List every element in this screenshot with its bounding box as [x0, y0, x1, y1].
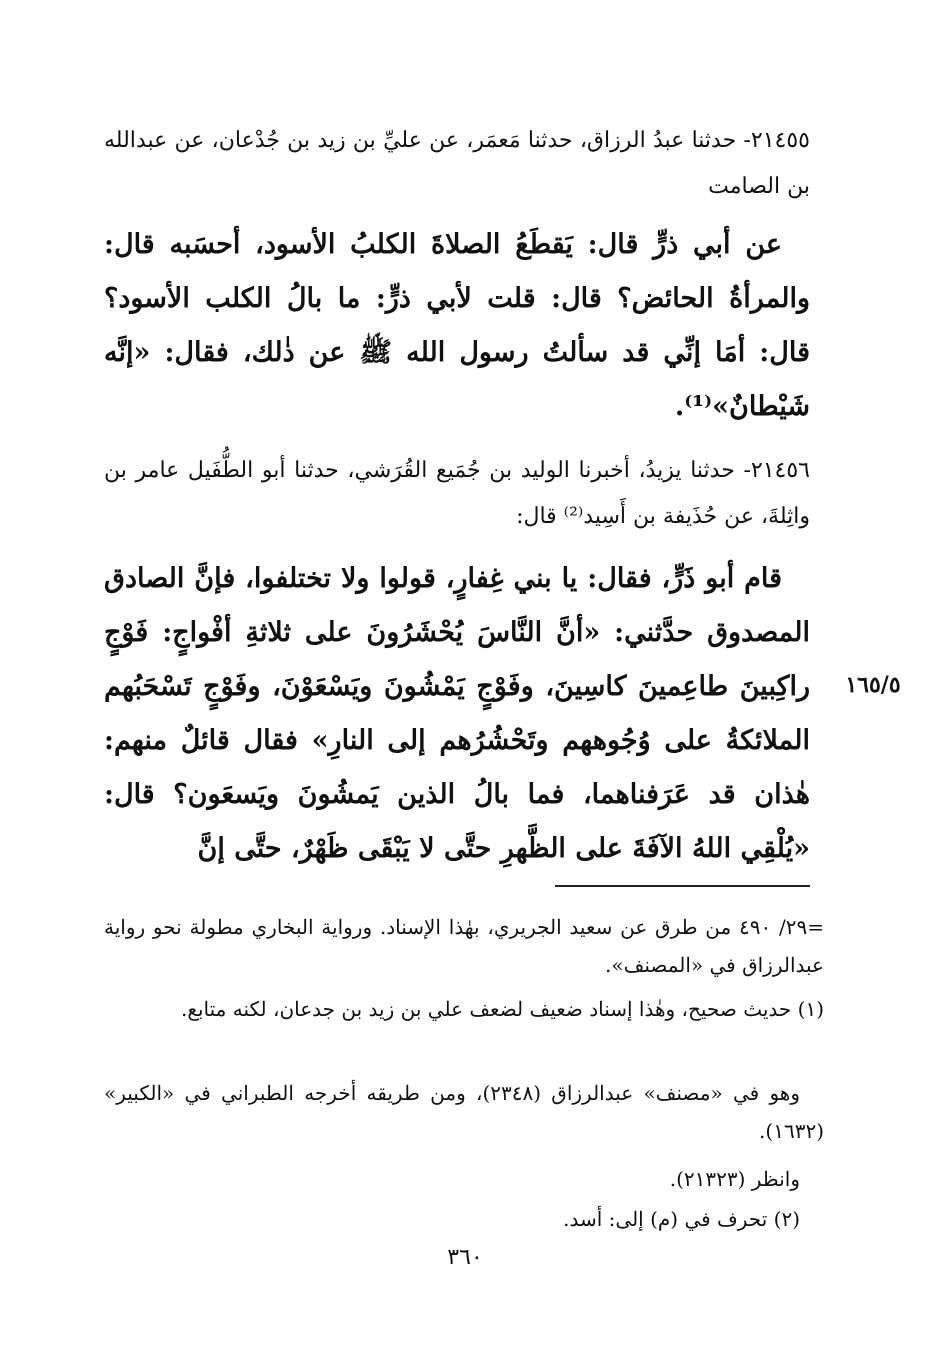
footnote-1-see-also: وانظر (٢١٣٢٣).: [669, 1167, 800, 1191]
footnote-continuation: =٢٩/ ٤٩٠ من طرق عن سعيد الجريري، بهٰذا الإسناد. ورواية البخاري مطولة نحو رواية عبدالرزاق في «المصنف».: [104, 915, 824, 977]
footnote-2: (٢) تحرف في (م) إلى: أسد.: [563, 1207, 800, 1231]
page-number: ٣٦٠: [447, 1245, 483, 1270]
hadith-21456-isnad: ٢١٤٥٦- حدثنا يزيدُ، أخبرنا الوليد بن جُمَيع القُرَشي، حدثنا أبو الطُّفَيل عامر بن واثِلةَ، عن حُذَيفة بن أَسِيد⁽²⁾ قال:: [104, 458, 810, 529]
footnote-1-source: وهو في «مصنف» عبدالرزاق (٢٣٤٨)، ومن طريقه أخرجه الطبراني في «الكبير» (١٦٣٢).: [104, 1081, 824, 1143]
hadith-21455-matn: عن أبي ذرٍّ قال: يَقطَعُ الصلاةَ الكلبُ الأسود، أحسَبه قال: والمرأةُ الحائض؟ قال: قلت لأبي ذرٍّ: ما بالُ الكلب الأسود؟ قال: أمَا إنِّي قد سألتُ رسول الله ﷺ عن ذٰلك، فقال: «إنَّه شَيْطانٌ»⁽¹⁾.: [104, 229, 810, 422]
footnote-separator: [555, 885, 810, 887]
footnote-1: (١) حديث صحيح، وهٰذا إسناد ضعيف لضعف علي بن زيد بن جدعان، لكنه متابع.: [180, 997, 824, 1021]
hadith-21456-matn: قام أبو ذَرٍّ، فقال: يا بني غِفارٍ، قولوا ولا تختلفوا، فإنَّ الصادق المصدوق حدَّثني: «أنَّ النَّاسَ يُحْشَرُونَ على ثلاثةِ أفْواجٍ: فَوْجٍ راكِبينَ طاعِمينَ كاسِينَ، وفَوْجٍ يَمْشُونَ ويَسْعَوْنَ، وفَوْجٍ تَسْحَبُهم الملائكةُ على وُجُوههم وتَحْشُرُهم إلى النارِ» فقال قائلٌ منهم: هٰذان قد عَرَفناهما، فما بالُ الذين يَمشُونَ ويَسعَون؟ قال: «يُلْقِي اللهُ الآفَةَ على الظَّهرِ حتَّى لا يَبْقَى ظَهْرٌ، حتَّى إنَّ: [104, 563, 810, 864]
hadith-21455-isnad: ٢١٤٥٥- حدثنا عبدُ الرزاق، حدثنا مَعمَر، عن عليِّ بن زيد بن جُدْعان، عن عبدالله بن الصامت: [104, 128, 810, 199]
margin-volume-page-reference: ١٦٥/٥: [845, 672, 901, 698]
